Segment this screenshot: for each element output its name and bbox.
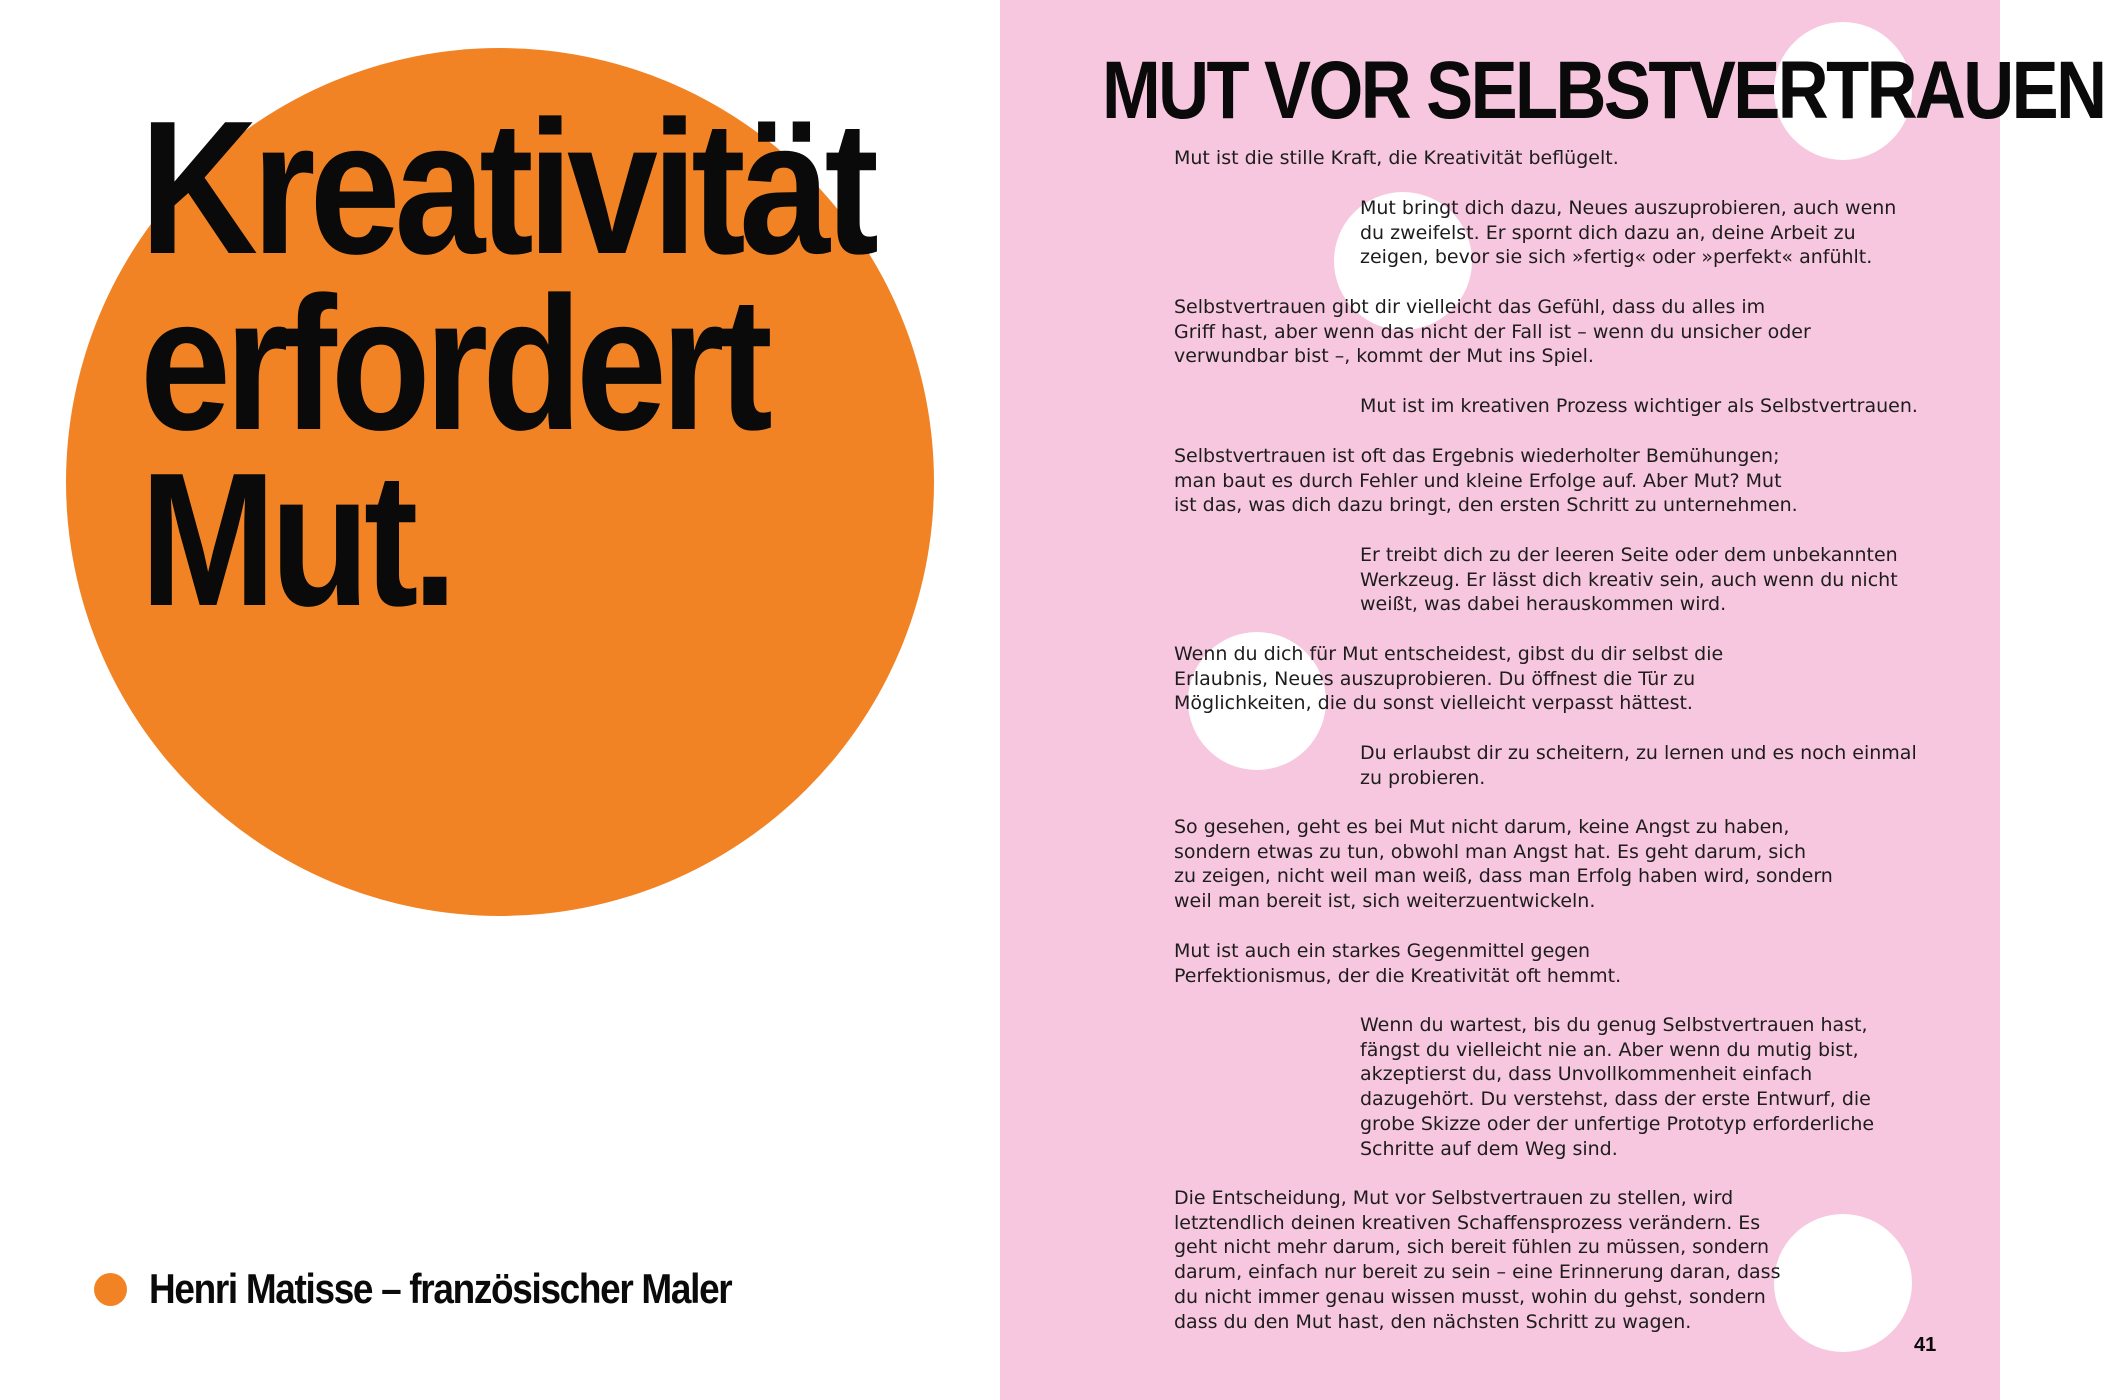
text-line: Perfektionismus, der die Kreativität oft hemmt. [1174,964,1622,987]
text-line: Schritte auf dem Weg sind. [1360,1137,1618,1160]
body-paragraph [1360,741,1917,790]
body-paragraph [1360,196,1896,270]
body-paragraph [1174,939,1621,988]
text-line: Griff hast, aber wenn das nicht der Fall ist – wenn du unsicher oder [1174,320,1811,343]
quote-headline [140,82,873,646]
text-line: darum, einfach nur bereit zu sein – eine Erinnerung daran, dass [1174,1261,1781,1284]
text-line: dazugehört. Du verstehst, dass der erste Entwurf, die [1360,1088,1871,1111]
text-line: Wenn du dich für Mut entscheidest, gibst du dir selbst die [1174,643,1724,665]
body-paragraph [1174,1186,1780,1334]
white-circle-decoration [1774,1214,1912,1352]
body-paragraph [1174,146,1619,171]
text-line: Erlaubnis, Neues auszuprobieren. Du öffnest die Tür zu [1174,667,1696,690]
text-line: letztendlich deinen kreativen Schaffensprozess verändern. Es [1174,1211,1761,1234]
body-paragraph [1360,394,1918,419]
attribution-text: Henri Matisse – französischer Maler [149,1265,732,1312]
quote-attribution [94,1264,811,1314]
quote-line: Kreativität [140,82,873,294]
text-line: Selbstvertrauen gibt dir vielleicht das Gefühl, dass du alles im [1174,296,1766,318]
text-line: Selbstvertrauen ist oft das Ergebnis wiederholter Bemühungen; [1174,445,1780,467]
text-line: ist das, was dich dazu bringt, den ersten Schritt zu unternehmen. [1174,494,1798,517]
text-line: verwundbar bist –, kommt der Mut ins Spiel. [1174,345,1594,368]
body-paragraph [1174,642,1723,716]
left-page [0,0,1000,1400]
text-line: akzeptierst du, dass Unvollkommenheit einfach [1360,1063,1813,1086]
body-paragraph [1174,444,1798,518]
text-line: Er treibt dich zu der leeren Seite oder dem unbekannten [1360,544,1898,566]
text-line: Du erlaubst dir zu scheitern, zu lernen und es noch einmal [1360,742,1917,764]
text-line: Mut bringt dich dazu, Neues auszuprobieren, auch wenn [1360,197,1897,219]
text-line: zu zeigen, nicht weil man weiß, dass man Erfolg haben wird, sondern [1174,865,1833,888]
text-line: Mut ist die stille Kraft, die Kreativität beflügelt. [1174,147,1619,169]
body-paragraph [1174,295,1811,369]
text-line: dass du den Mut hast, den nächsten Schritt zu wagen. [1174,1310,1692,1333]
text-line: fängst du vielleicht nie an. Aber wenn du mutig bist, [1360,1038,1859,1061]
text-line: Möglichkeiten, die du sonst vielleicht verpasst hättest. [1174,692,1693,715]
text-line: Mut ist auch ein starkes Gegenmittel gegen [1174,940,1591,962]
body-paragraph [1174,815,1833,914]
body-paragraph [1360,1013,1874,1161]
text-line: grobe Skizze oder der unfertige Prototyp erforderliche [1360,1112,1875,1135]
article-title: MUT VOR SELBSTVERTRAUEN [1102,45,2104,136]
page-number: 41 [1914,1334,1937,1356]
text-line: Die Entscheidung, Mut vor Selbstvertrauen zu stellen, wird [1174,1187,1734,1209]
text-line: du zweifelst. Er spornt dich dazu an, deine Arbeit zu [1360,221,1856,244]
text-line: weil man bereit ist, sich weiterzuentwickeln. [1174,890,1596,913]
right-page [1000,0,2104,1400]
text-line: geht nicht mehr darum, sich bereit fühlen zu müssen, sondern [1174,1236,1769,1259]
text-line: man baut es durch Fehler und kleine Erfolge auf. Aber Mut? Mut [1174,469,1782,492]
text-line: Werkzeug. Er lässt dich kreativ sein, auch wenn du nicht [1360,568,1898,591]
text-line: zeigen, bevor sie sich »fertig« oder »perfekt« anfühlt. [1360,246,1873,269]
quote-line: erfordert [140,258,767,470]
quote-line: Mut. [140,434,452,646]
text-line: weißt, was dabei herauskommen wird. [1360,593,1727,616]
body-paragraph [1360,543,1898,617]
text-line: Mut ist im kreativen Prozess wichtiger als Selbstvertrauen. [1360,395,1918,417]
orange-bullet-icon [94,1273,127,1306]
text-line: zu probieren. [1360,766,1486,789]
text-line: sondern etwas zu tun, obwohl man Angst hat. Es geht darum, sich [1174,840,1806,863]
text-line: du nicht immer genau wissen musst, wohin du gehst, sondern [1174,1285,1766,1308]
text-line: So gesehen, geht es bei Mut nicht darum, keine Angst zu haben, [1174,816,1790,838]
text-line: Wenn du wartest, bis du genug Selbstvertrauen hast, [1360,1014,1868,1036]
